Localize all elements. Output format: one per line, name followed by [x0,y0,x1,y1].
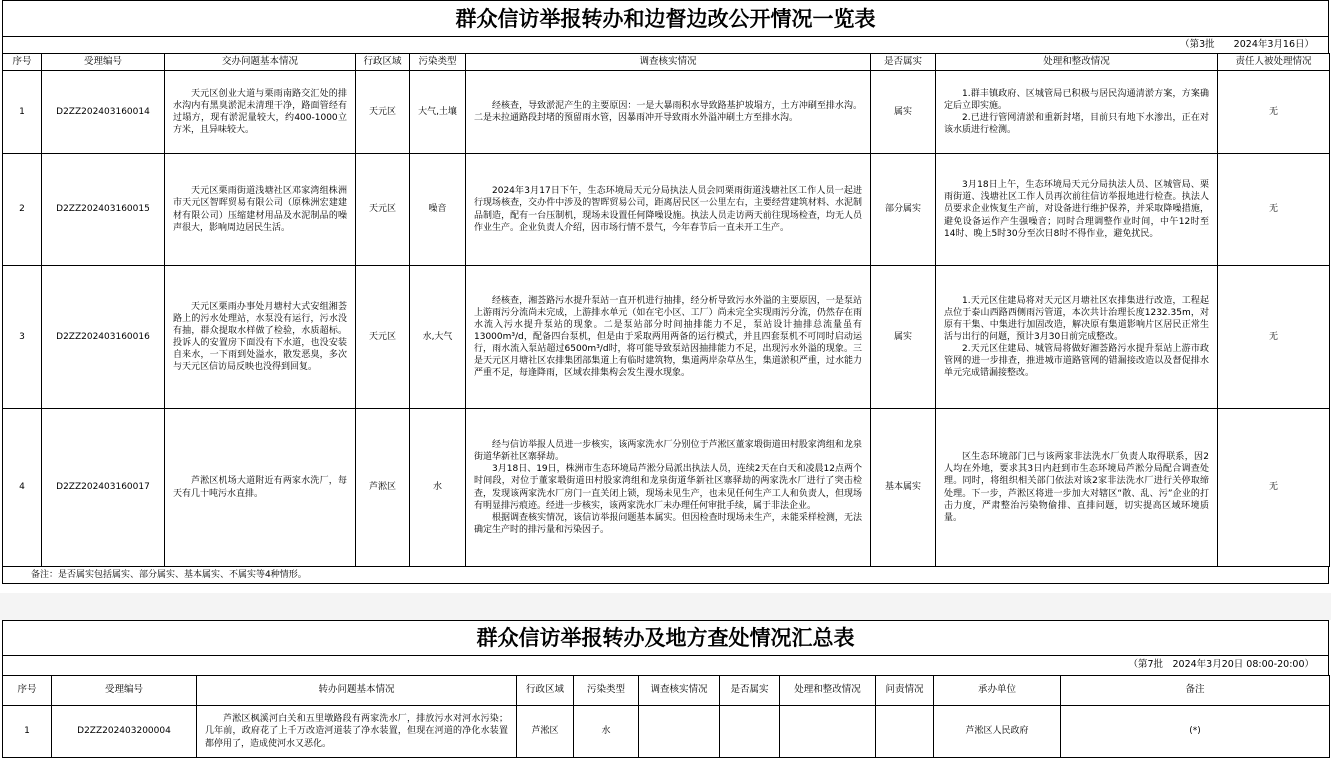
cell-region: 天元区 [356,266,410,409]
investigation-paragraph: 3月18日、19日，株洲市生态环境局芦淞分局派出执法人员，连续2天在白天和凌晨12点两个时间段，对位于董家塅街道田村股家湾组和龙泉街道华新社区寨驿劫的两家洗水厂进行了突击检查，发现该两家洗水厂房门一直关闭上锁，现场未见生产，也未见任何生产工人和负责人，但现场有明显排污痕迹。经进一步核实，该两家洗水厂未办理任何审批手续，属于非法企业。 [474,464,862,511]
table-row [3,71,1330,154]
table-row [3,409,1330,567]
col-header-pollution: 污染类型 [410,54,466,71]
cell-unit: 芦淞区人民政府 [934,706,1061,758]
table-row [3,706,1330,758]
table1-footnote: 备注：是否属实包括属实、部分属实、基本属实、不属实等4种情形。 [2,567,1329,584]
cell-no: 1 [3,71,42,154]
col-header-region: 行政区域 [356,54,410,71]
cell-verified: 属实 [871,71,936,154]
cell-code: D2ZZ202403160014 [42,71,165,154]
col-header-issue: 交办问题基本情况 [165,54,356,71]
handling-paragraph: 3月18日上午，生态环境局天元分局执法人员、区城管局、栗雨街道、浅塘社区工作人员再次前往信访举报地进行检查。执法人员要求企业恢复生产前，对设备进行维护保养，并采取降噪措施，避免设备运作产生强噪音；同时合理调整作业时间，中午12时至14时、晚上5时30分至次日8时不得作业，避免扰民。 [944,180,1209,239]
cell-accountability [876,706,934,758]
col-header-unit: 承办单位 [934,676,1061,706]
handling-paragraph: 1.天元区住建局将对天元区月塘社区农排集进行改造，工程起点位于泰山西路西侧雨污管道，本次共计治理长度1232.35m，对原有干集、中集进行加固改造，解决原有集道影响片区居民正常生活与出行的问题，预计3月30日前完成整改。 [944,295,1209,342]
cell-investigation [466,409,871,567]
cell-accountability: 无 [1218,71,1330,154]
investigation-paragraph: 根据调查核实情况，该信访举报问题基本属实。但因检查时现场未生产，未能采样检测，无法确定生产时的排污量和污染因子。 [474,512,862,535]
cell-pollution: 水 [410,409,466,567]
col-header-investigation: 调查核实情况 [639,676,720,706]
cell-no: 4 [3,409,42,567]
table2-header-row [3,676,1330,706]
col-header-verified: 是否属实 [720,676,780,706]
cell-issue: 天元区栗雨办事处月塘村大式安组湘荟路上的污水处理站，水泵没有运行，污水没有抽，群众提取水样做了检验，水质超标。投诉人的安置房下面没有下水道，也没安装自来水，一下雨到处溢水，散发恶臭，多次与天元区信访局反映也没得到回复。 [165,266,356,409]
cell-issue: 天元区栗雨街道浅塘社区邓家湾组株洲市天元区智晖贸易有限公司（原株洲宏建建材有限公司）压缩建材用品及水泥制品的噪声很大，影响周边居民生活。 [165,154,356,266]
cell-verified: 基本属实 [871,409,936,567]
table1 [2,53,1330,567]
table1-header-row [3,54,1330,71]
cell-investigation [639,706,720,758]
cell-no: 3 [3,266,42,409]
cell-handling [936,409,1218,567]
col-header-no: 序号 [3,54,42,71]
cell-handling [936,266,1218,409]
cell-code: D2ZZ202403160015 [42,154,165,266]
cell-issue: 芦淞区枫溪河白关和五里墩路段有两家洗水厂，排放污水对河水污染；几年前，政府花了上千万改造河道装了净水装置，但现在河道的净化水装置都停用了，造成使河水又恶化。 [197,706,517,758]
sheet-gap [0,593,1331,620]
col-header-accountability: 问责情况 [876,676,934,706]
cell-issue: 芦淞区机场大道附近有两家水洗厂，每天有几十吨污水直排。 [165,409,356,567]
col-header-accountability: 责任人被处理情况 [1218,54,1330,71]
col-header-issue: 转办问题基本情况 [197,676,517,706]
cell-no: 2 [3,154,42,266]
col-header-investigation: 调查核实情况 [466,54,871,71]
cell-code: D2ZZ202403200004 [52,706,197,758]
cell-investigation: 经核查，导致淤泥产生的主要原因：一是大暴雨积水导致路基护坡塌方，土方冲刷至排水沟。二是未拉通路段封堵的预留雨水管，因暴雨冲开导致雨水外溢冲刷土方至排水沟。 [466,71,871,154]
cell-handling [936,71,1218,154]
col-header-remark: 备注 [1061,676,1330,706]
col-header-pollution: 污染类型 [574,676,639,706]
col-header-code: 受理编号 [52,676,197,706]
cell-investigation: 2024年3月17日下午，生态环境局天元分局执法人员会同栗雨街道浅塘社区工作人员一起进行现场核查，交办件中涉及的智晖贸易公司，距离居民区一公里左右，主要经营建筑材料、水泥制品制造，配有一台压制机，现场未设置任何降噪设施。执法人员走访两天前往现场检查，均无人员作业生产。企业负责人介绍，因市场行情不景气，今年春节后一直未开工生产。 [466,154,871,266]
handling-paragraph: 1.群丰镇政府、区城管局已积极与居民沟通清淤方案，方案确定后立即实施。 [944,88,1209,111]
col-header-handling: 处理和整改情况 [780,676,876,706]
col-header-code: 受理编号 [42,54,165,71]
cell-pollution: 水 [574,706,639,758]
cell-verified: 部分属实 [871,154,936,266]
cell-region: 芦淞区 [356,409,410,567]
public-disclosure-sheet [2,0,1329,584]
cell-investigation: 经核查，湘荟路污水提升泵站一直开机进行抽排，经分析导致污水外溢的主要原因，一是泵站上游雨污分流尚未完成，上游排水单元（如在宅小区、工厂）尚未完全实现雨污分流，仍然存在雨水流入污水提升泵站的现象。二是泵站部分时间抽排能力不足，泵站设计抽排总流量虽有13000m³/d，配备四台泵机，但是由于采取两用两备的运行模式，并且四套泵机不可同时启动运行，雨水流入泵站超过6500m³/d时，将可能导致泵站因抽排能力不足，出现污水外溢的现象。三是天元区月塘社区农排集团部集道上有临时建筑物，集道两岸杂草丛生，集道淤积严重，过水能力严重不足，每逢降雨，区域农排集构会发生漫水现象。 [466,266,871,409]
cell-region: 天元区 [356,71,410,154]
table2-title: 群众信访举报转办及地方查处情况汇总表 [2,620,1329,656]
table1-batch-info: （第3批 2024年3月16日） [2,37,1329,53]
col-header-no: 序号 [3,676,52,706]
summary-sheet [2,620,1329,758]
col-header-handling: 处理和整改情况 [936,54,1218,71]
col-header-region: 行政区域 [517,676,574,706]
investigation-paragraph: 经与信访举报人员进一步核实，该两家洗水厂分别位于芦淞区董家塅街道田村股家湾组和龙泉街道华新社区寨驿劫。 [474,439,862,463]
cell-verified: 属实 [871,266,936,409]
handling-paragraph: 2.天元区住建局、城管局将做好湘荟路污水提升泵站上游市政管网的进一步排查，推进城市道路管网的错漏接改造以及督促排水单元完成错漏接整改。 [944,344,1209,379]
handling-paragraph: 2.已进行管网清淤和重新封堵，目前只有地下水渗出，正在对该水质进行检测。 [944,113,1209,136]
cell-handling [780,706,876,758]
cell-pollution: 水,大气 [410,266,466,409]
cell-accountability: 无 [1218,154,1330,266]
cell-remark: (*) [1061,706,1330,758]
cell-handling [936,154,1218,266]
table2-batch-info: （第7批 2024年3月20日 08:00-20:00） [2,656,1329,675]
cell-pollution: 大气,土壤 [410,71,466,154]
table1-title: 群众信访举报转办和边督边改公开情况一览表 [2,0,1329,37]
cell-no: 1 [3,706,52,758]
table-row [3,154,1330,266]
cell-accountability: 无 [1218,409,1330,567]
cell-code: D2ZZ202403160016 [42,266,165,409]
cell-region: 芦淞区 [517,706,574,758]
cell-verified [720,706,780,758]
cell-code: D2ZZ202403160017 [42,409,165,567]
handling-paragraph: 区生态环境部门已与该两家非法洗水厂负责人取得联系，因2人均在外地，要求其3日内赶到市生态环境局芦淞分局配合调查处理。同时，将组织相关部门依法对该2家非法洗水厂进行关停取缔处理。下一步，芦淞区将进一步加大对辖区“散、乱、污”企业的打击力度，严肃整治污染物偷排、直排问题，切实提高区域环境质量。 [944,452,1209,523]
cell-accountability: 无 [1218,266,1330,409]
col-header-verified: 是否属实 [871,54,936,71]
cell-pollution: 噪音 [410,154,466,266]
table-row [3,266,1330,409]
cell-region: 天元区 [356,154,410,266]
cell-issue: 天元区创业大道与栗雨南路交汇处的排水沟内有黑臭淤泥未清理干净，路面管经有过塌方，现有淤泥量较大，约400-1000立方米，且异味较大。 [165,71,356,154]
